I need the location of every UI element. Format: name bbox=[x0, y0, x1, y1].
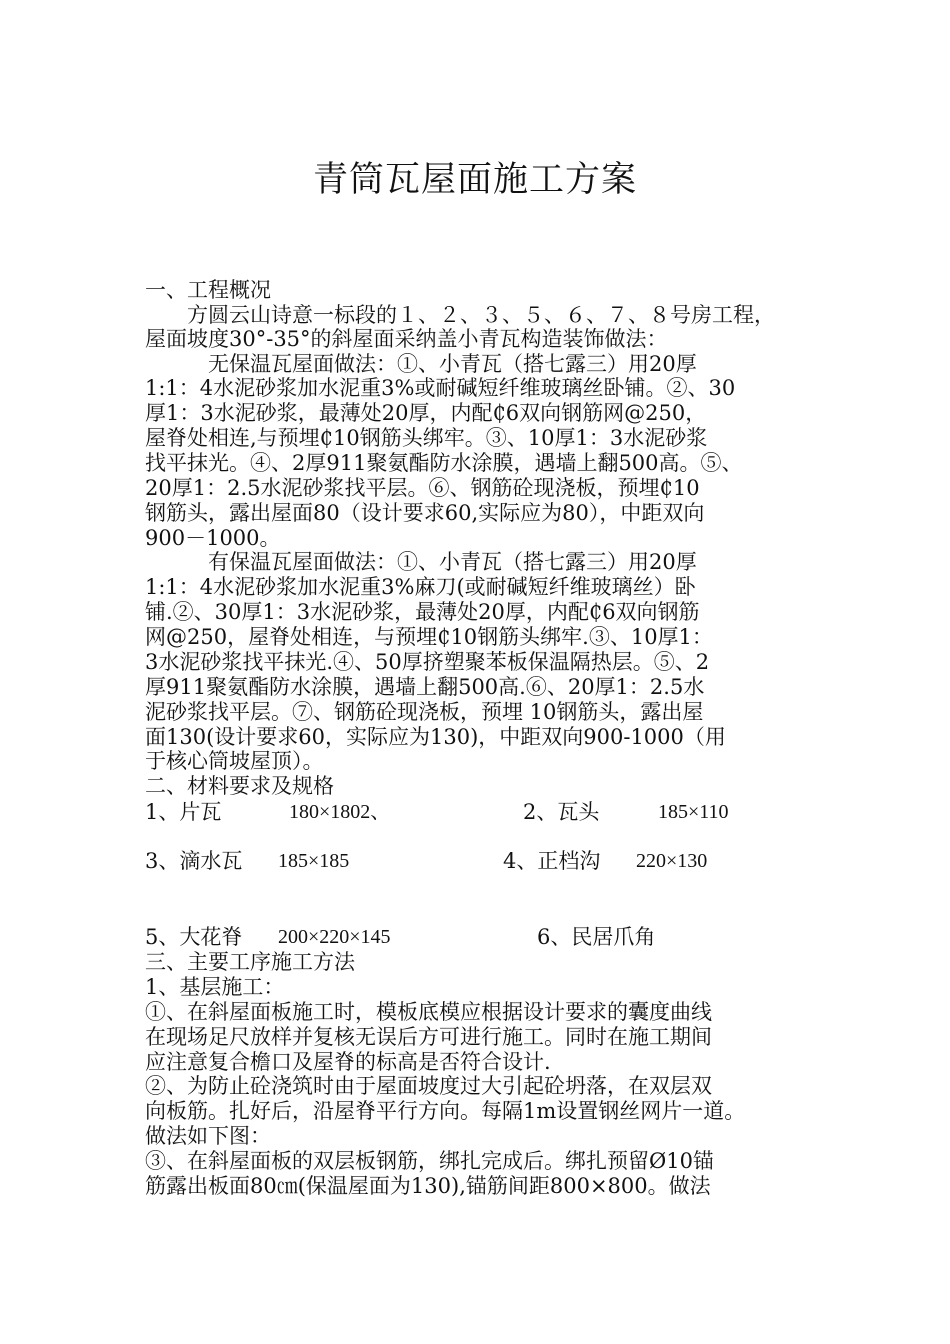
text-line: 厚1：3水泥砂浆，最薄处20厚，内配₵6双向钢筋网@250， bbox=[145, 401, 707, 425]
text-line: 一、工程概况 bbox=[145, 278, 271, 302]
text-line: 网@250，屋脊处相连，与预埋₵10钢筋头绑牢.③、10厚1： bbox=[145, 625, 713, 649]
section-heading: 二、材料要求及规格 bbox=[145, 774, 334, 798]
text-line: 筋露出板面80㎝(保温屋面为130),锚筋间距800×800。做法 bbox=[145, 1174, 711, 1198]
text-line: 泥砂浆找平层。⑦、钢筋砼现浇板，预埋 10钢筋头，露出屋 bbox=[145, 700, 704, 724]
text-line: 20厚1：2.5水泥砂浆找平层。⑥、钢筋砼现浇板，预埋₵10 bbox=[145, 476, 700, 500]
section-heading: 三、主要工序施工方法 bbox=[145, 950, 355, 974]
text-line: 铺.②、30厚1：3水泥砂浆，最薄处20厚，内配₵6双向钢筋 bbox=[145, 600, 700, 624]
text-line: 屋脊处相连,与预埋₵10钢筋头绑牢。③、10厚1：3水泥砂浆 bbox=[145, 426, 708, 450]
material-label: 6、民居爪角 bbox=[537, 925, 656, 949]
text-line: 于核心筒坡屋顶）。 bbox=[145, 749, 324, 773]
material-size: 220×130 bbox=[636, 850, 708, 872]
text-line: 钢筋头，露出屋面80（设计要求60,实际应为80），中距双向 bbox=[145, 501, 705, 525]
text-line: 1:1：4水泥砂浆加水泥重3%或耐碱短纤维玻璃丝卧铺。②、30 bbox=[145, 376, 736, 400]
text-line: 做法如下图： bbox=[145, 1124, 271, 1148]
text-line: 应注意复合檐口及屋脊的标高是否符合设计. bbox=[145, 1050, 551, 1074]
text-line: 900－1000。 bbox=[145, 526, 281, 550]
text-line: 1:1：4水泥砂浆加水泥重3%麻刀(或耐碱短纤维玻璃丝）卧 bbox=[145, 575, 696, 599]
text-line: 面130(设计要求60，实际应为130)，中距双向900-1000（用 bbox=[145, 725, 726, 749]
text-line: 无保温瓦屋面做法：①、小青瓦（搭七露三）用20厚 bbox=[145, 352, 697, 376]
text-line: 厚911聚氨酯防水涂膜，遇墙上翻500高.⑥、20厚1：2.5水 bbox=[145, 675, 705, 699]
material-size: 180×1802、 bbox=[289, 801, 391, 823]
text-line: 方圆云山诗意一标段的１、２、３、５、６、７、８号房工程， bbox=[145, 303, 775, 327]
text-line: 在现场足尺放样并复核无误后方可进行施工。同时在施工期间 bbox=[145, 1025, 712, 1049]
material-size: 185×185 bbox=[278, 850, 350, 872]
material-label: 2、瓦头 bbox=[523, 800, 600, 824]
material-label: 1、片瓦 bbox=[145, 800, 222, 824]
material-size: 200×220×145 bbox=[278, 926, 391, 948]
text-line: 找平抹光。④、2厚911聚氨酯防水涂膜，遇墙上翻500高。⑤、 bbox=[145, 451, 743, 475]
text-line: 屋面坡度30°-35°的斜屋面采纳盖小青瓦构造装饰做法： bbox=[145, 327, 668, 351]
material-label: 3、滴水瓦 bbox=[145, 849, 243, 873]
text-line: ②、为防止砼浇筑时由于屋面坡度过大引起砼坍落，在双层双 bbox=[145, 1074, 712, 1098]
text-line: ①、在斜屋面板施工时，模板底模应根据设计要求的囊度曲线 bbox=[145, 1000, 712, 1024]
material-label: 5、大花脊 bbox=[145, 925, 243, 949]
text-line: 向板筋。扎好后，沿屋脊平行方向。每隔1m设置钢丝网片一道。 bbox=[145, 1099, 746, 1123]
material-size: 185×110 bbox=[658, 801, 729, 823]
text-line: 1、基层施工： bbox=[145, 975, 285, 999]
page-title: 青筒瓦屋面施工方案 bbox=[312, 160, 637, 200]
text-line: 3水泥砂浆找平抹光.④、50厚挤塑聚苯板保温隔热层。⑤、2 bbox=[145, 650, 710, 674]
text-line: 有保温瓦屋面做法：①、小青瓦（搭七露三）用20厚 bbox=[145, 550, 697, 574]
text-line: ③、在斜屋面板的双层板钢筋，绑扎完成后。绑扎预留Ø10锚 bbox=[145, 1149, 714, 1173]
material-label: 4、正档沟 bbox=[503, 849, 601, 873]
